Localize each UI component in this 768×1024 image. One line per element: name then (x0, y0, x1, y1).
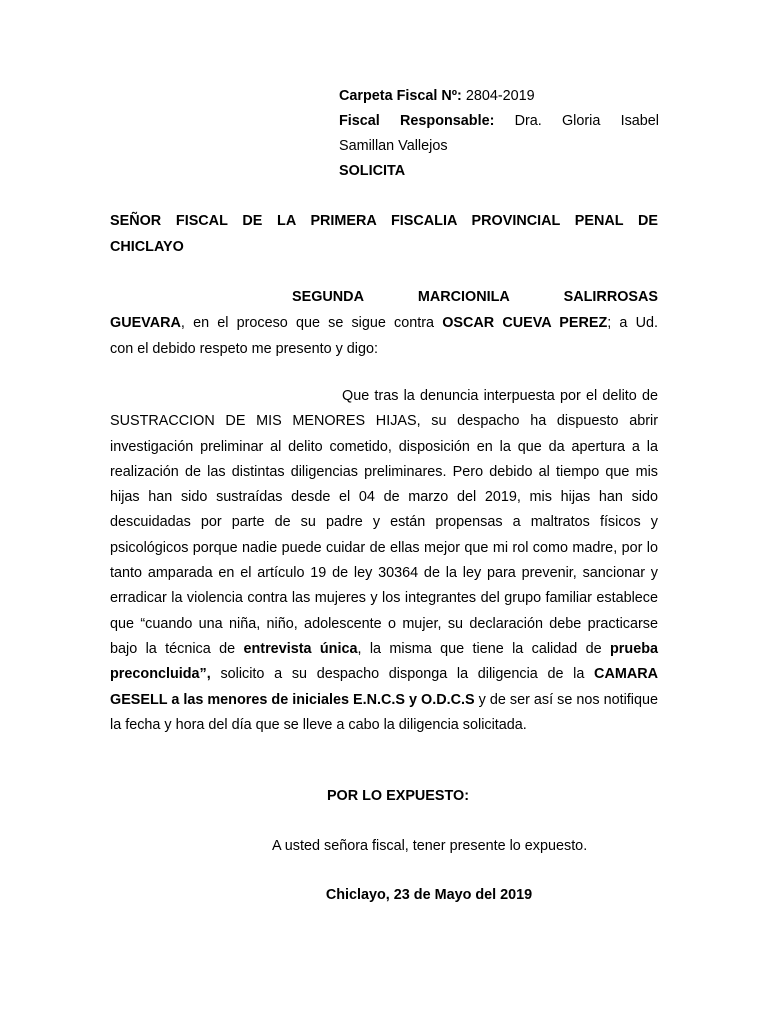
addressee-heading (110, 208, 658, 260)
body-bold-1: entrevista única (243, 640, 358, 657)
fiscal-line (339, 109, 659, 134)
main-paragraph (110, 384, 658, 738)
solicita-heading: SOLICITA (339, 163, 406, 179)
addressee-line-1: SEÑOR FISCAL DE LA PRIMERA FISCALIA PROVINCIAL PENAL DE (110, 213, 658, 229)
case-header (339, 84, 659, 184)
body-text-1: Que tras la denuncia interpuesta por el delito de SUSTRACCION DE MIS MENORES HIJAS, su despacho ha dispuesto abrir investigación preliminar al delito cometido, disposición en la que da apertura a la realización de las distintas diligencias preliminares. Pero debido al tiempo que mis hijas han sido sustraídas desde el 04 de marzo del 2019, mis hijas han sido descuidadas por parte de su padre y están propensas a maltratos físicos y psicológicos porque nadie puede cuidar de ellas mejor que mi rol como madre, por lo tanto amparada en el artículo 19 de ley 30364 de la ley para prevenir, sancionar y erradicar la violencia contra las mujeres y los integrantes del grupo familiar establece que “cuando una niña, niño, adolescente o mujer, su declaración debe practicarse bajo la técnica de (110, 388, 658, 657)
fiscal-value-cont: Samillan Vallejos (339, 138, 448, 154)
addressee-line-2: CHICLAYO (110, 239, 184, 255)
intro-paragraph (110, 284, 658, 362)
carpeta-label: Carpeta Fiscal Nº: (339, 88, 462, 104)
carpeta-value: 2804-2019 (465, 88, 535, 104)
body-bold-3: CAMARA GESELL a las menores de iniciales E.N.C.S y O.D.C.S (110, 666, 658, 708)
fiscal-value: Dra. Gloria Isabel (514, 113, 659, 129)
defendant-name: OSCAR CUEVA PEREZ (442, 315, 608, 331)
date-line: Chiclayo, 23 de Mayo del 2019 (325, 887, 533, 903)
applicant-surname: GUEVARA (110, 315, 181, 331)
body-text-4: y de ser así se nos notifique la fecha y hora del día que se lleve a cabo la diligencia solicitada. (110, 691, 659, 733)
intro-line-3: con el debido respeto me presento y digo: (110, 341, 378, 357)
petition-line: A usted señora fiscal, tener presente lo expuesto. (272, 838, 588, 854)
por-lo-expuesto: POR LO EXPUESTO: (326, 788, 470, 804)
body-bold-2: prueba preconcluida”, (110, 640, 658, 683)
applicant-name: SEGUNDA MARCIONILA SALIRROSAS (292, 289, 658, 305)
intro-text-1: , en el proceso que se sigue contra (180, 315, 443, 331)
fiscal-label: Fiscal Responsable: (339, 113, 495, 129)
body-text-2: , la misma que tiene la calidad de (357, 640, 611, 657)
intro-text-2: ; a Ud. (607, 315, 658, 331)
body-text-3: solicito a su despacho disponga la diligencia de la (210, 666, 595, 683)
carpeta-line (339, 84, 659, 109)
intro-line-2 (110, 310, 658, 336)
